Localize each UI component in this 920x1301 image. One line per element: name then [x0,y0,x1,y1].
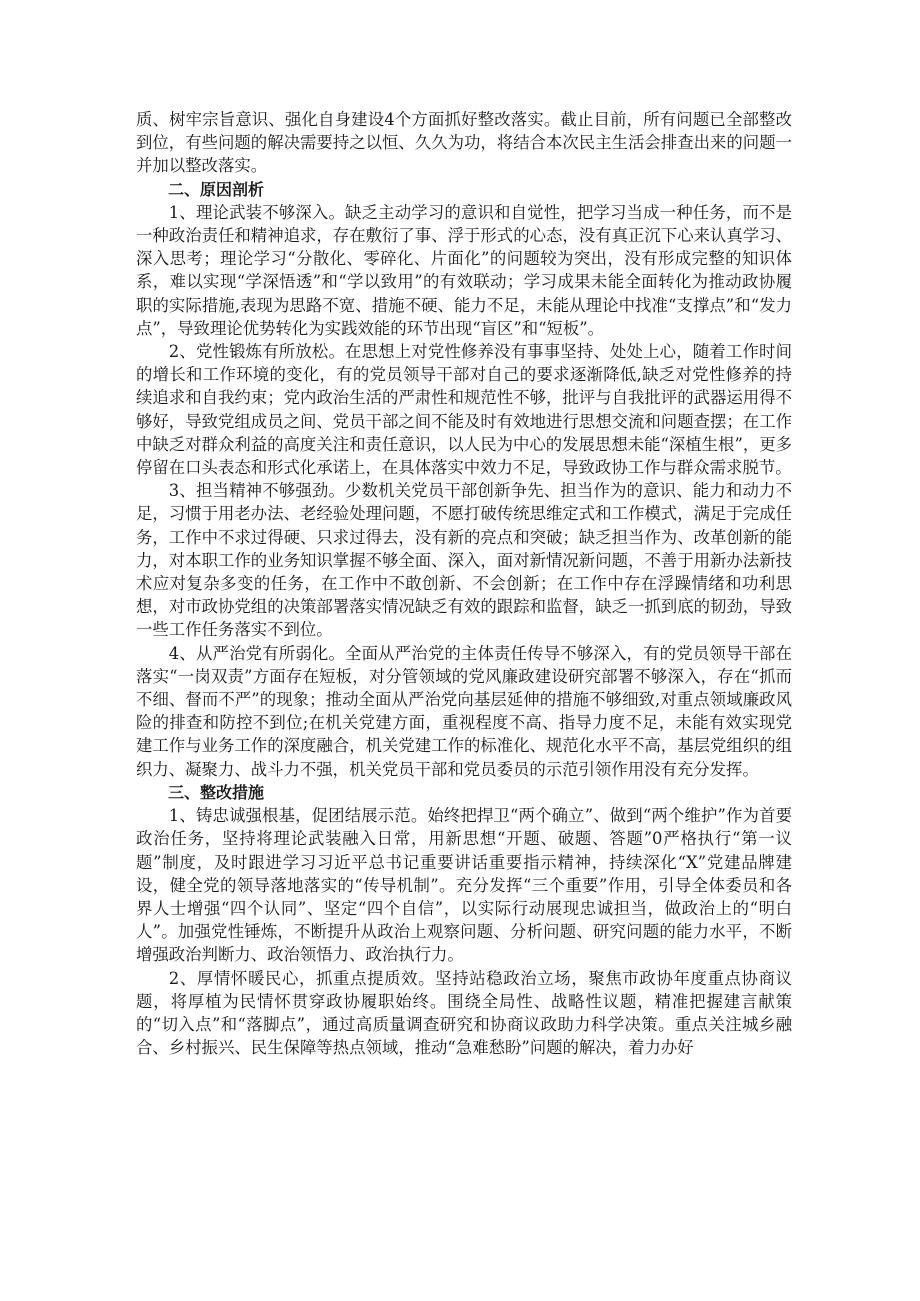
document-body [136,108,792,1059]
section-heading-rectification: 三、整改措施 [168,782,265,802]
paragraph-continuation: 质、树牢宗旨意识、强化自身建设4个方面抓好整改落实。截止目前，所有问题已全部整改到位，有些问题的解决需要持之以恒、久久为功，将结合本次民主生活会排查出来的问题一并加以整改落实。 [136,110,792,176]
paragraph-measure-people: 2、厚情怀暖民心，抓重点提质效。坚持站稳政治立场，聚焦市政协年度重点协商议题，将厚植为民情怀贯穿政协履职始终。围绕全局性、战略性议题，精准把握建言献策的“切入点”和“落脚点”，通过高质量调查研究和协商议政助力科学决策。重点关注城乡融合、乡村振兴、民生保障等热点领域，推动“急难愁盼”问题的解决，着力办好 [136,968,792,1058]
paragraph-measure-loyalty: 1、铸忠诚强根基，促团结展示范。始终把捍卫“两个确立”、做到“两个维护”作为首要政治任务，坚持将理论武装融入日常，用新思想“开题、破题、答题”0严格执行“第一议题”制度，及时跟进学习习近平总书记重要讲话重要指示精神，持续深化“X”党建品牌建设，健全党的领导落地落实的“传导机制”。充分发挥“三个重要”作用，引导全体委员和各界人士增强“四个认同”、坚定“四个自信”，以实际行动展现忠诚担当，做政治上的“明白人”。加强党性锤炼，不断提升从政治上观察问题、分析问题、研究问题的能力水平，不断增强政治判断力、政治领悟力、政治执行力。 [136,806,792,965]
section-heading-cause-analysis: 二、原因剖析 [168,179,265,199]
paragraph-discipline: 4、从严治党有所弱化。全面从严治党的主体责任传导不够深入，有的党员领导干部在落实“一岗双责”方面存在短板，对分管领域的党风廉政建设研究部署不够深入，存在“抓而不细、督而不严”的现象；推动全面从严治党向基层延伸的措施不够细致,对重点领域廉政风险的排查和防控不到位;在机关党建方面，重视程度不高、指导力度不足，未能有效实现党建工作与业务工作的深度融合，机关党建工作的标准化、规范化水平不高，基层党组织的组织力、凝聚力、战斗力不强，机关党员干部和党员委员的示范引领作用没有充分发挥。 [136,643,792,779]
paragraph-responsibility: 3、担当精神不够强劲。少数机关党员干部创新争先、担当作为的意识、能力和动力不足，习惯于用老办法、老经验处理问题，不愿打破传统思维定式和工作模式，满足于完成任务，工作中不求过得硬、只求过得去，没有新的亮点和突破；缺乏担当作为、改革创新的能力，对本职工作的业务知识掌握不够全面、深入，面对新情况新问题，不善于用新办法新技术应对复杂多变的任务，在工作中不敢创新、不会创新；在工作中存在浮躁情绪和功利思想，对市政协党组的决策部署落实情况缺乏有效的跟踪和监督，缺乏一抓到底的韧劲，导致一些工作任务落实不到位。 [136,481,792,640]
paragraph-party-spirit: 2、党性锻炼有所放松。在思想上对党性修养没有事事坚持、处处上心，随着工作时间的增长和工作环境的变化，有的党员领导干部对自己的要求逐渐降低,缺乏对党性修养的持续追求和自我约束；党内政治生活的严肃性和规范性不够，批评与自我批评的武器运用得不够好，导致党组成员之间、党员干部之间不能及时有效地进行思想交流和问题查摆；在工作中缺乏对群众利益的高度关注和责任意识，以人民为中心的发展思想未能“深植生根”，更多停留在口头表态和形式化承诺上，在具体落实中效力不足，导致政协工作与群众需求脱节。 [136,342,792,478]
paragraph-theory: 1、理论武装不够深入。缺乏主动学习的意识和自觉性，把学习当成一种任务，而不是一种政治责任和精神追求，存在敷衍了事、浮于形式的心态，没有真正沉下心来认真学习、深入思考；理论学习“分散化、零碎化、片面化”的问题较为突出，没有形成完整的知识体系，难以实现“学深悟透”和“学以致用”的有效联动；学习成果未能全面转化为推动政协履职的实际措施,表现为思路不宽、措施不硬、能力不足，未能从理论中找准“支撑点”和“发力点”，导致理论优势转化为实践效能的环节出现“盲区”和“短板”。 [136,202,792,338]
